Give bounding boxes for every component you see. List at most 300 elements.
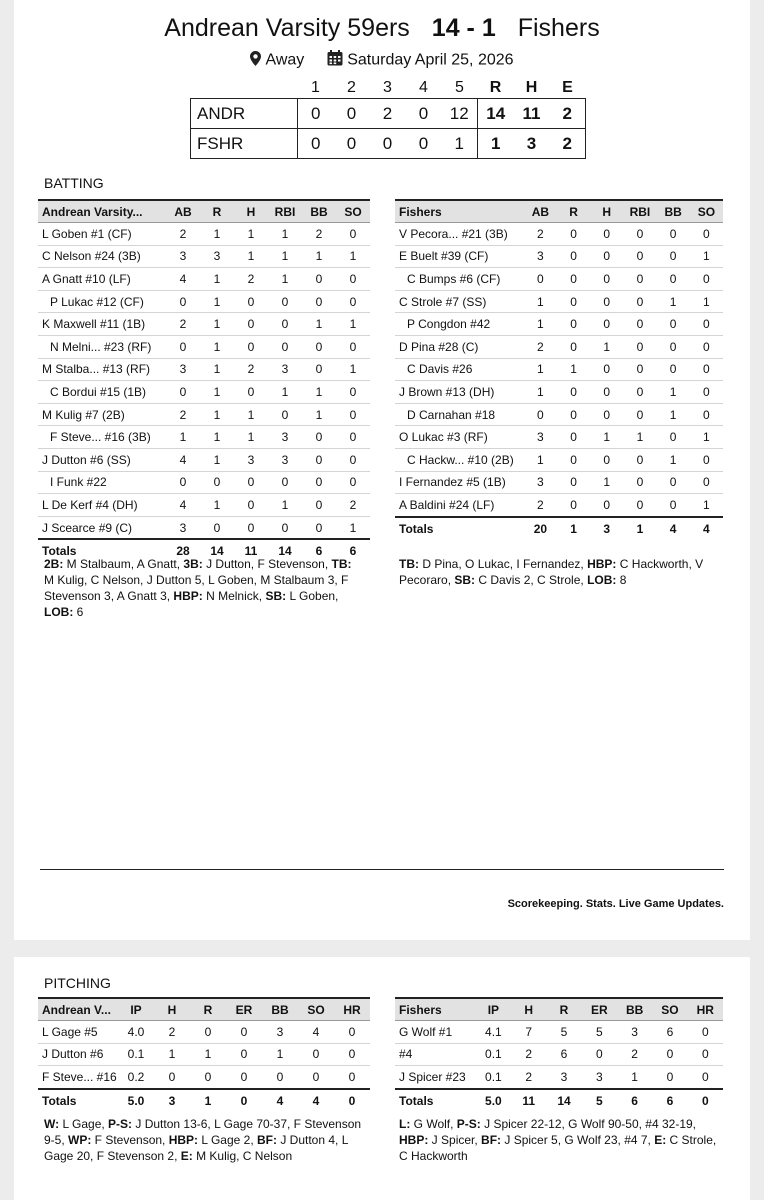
stat-cell: 0 [302,335,336,358]
linescore-table [190,78,586,159]
stat-cell: 0 [657,268,690,291]
stat-cell: 0 [200,471,234,494]
stat-cell: 0 [524,268,557,291]
stat-cell: 1 [336,313,370,336]
stat-cell: 0 [590,494,623,517]
stat-cell: 0 [302,494,336,517]
pitching-notes-away [399,1116,725,1164]
player-row [395,426,723,449]
stat-cell: 0 [590,268,623,291]
stat-cell: 0 [623,268,656,291]
stat-cell: 0 [557,223,590,246]
player-row [395,494,723,517]
totals-cell: 5.0 [118,1089,154,1112]
note-key: LOB: [587,573,617,587]
stat-cell: 3 [166,245,200,268]
stat-cell: 1 [268,381,302,404]
totals-cell: 4 [298,1089,334,1112]
stat-cell: 0 [268,516,302,539]
stat-cell: 0 [166,290,200,313]
stat-cell: 0 [302,516,336,539]
stat-col-header: IP [118,998,154,1021]
stat-cell: 0 [623,381,656,404]
totals-row [38,1089,370,1112]
player-row [38,313,370,336]
stat-cell: 0 [590,403,623,426]
pitching-table-home [38,997,370,1111]
stat-cell: 0 [166,381,200,404]
totals-cell: 11 [511,1089,546,1112]
stat-cell: 1 [590,471,623,494]
player-row [38,1066,370,1089]
note-value: N Melnick, [202,589,266,603]
stat-cell: 0 [234,471,268,494]
stat-cell: 7 [511,1021,546,1044]
stat-col-header: HR [334,998,370,1021]
stat-col-header: AB [166,200,200,223]
note-value: M Stalbaum, A Gnatt, [63,557,184,571]
stat-cell: 2 [617,1043,652,1066]
totals-label: Totals [395,1089,476,1112]
stat-cell: 1 [200,381,234,404]
note-key: W: [44,1117,60,1131]
totals-row [395,1089,723,1112]
stat-cell: 1 [200,494,234,517]
linescore-h: 11 [514,99,550,129]
stat-cell: 0 [688,1021,723,1044]
stat-cell: 1 [302,313,336,336]
player-row [38,245,370,268]
stat-cell: 0 [226,1066,262,1089]
stat-cell: 0 [623,471,656,494]
stat-cell: 0 [557,403,590,426]
stat-cell: 1 [200,403,234,426]
totals-cell: 0 [226,1089,262,1112]
linescore-inning: 0 [298,129,334,159]
stat-cell: 1 [268,494,302,517]
note-key: SB: [454,573,476,587]
stat-cell: 0 [336,223,370,246]
linescore-inning: 0 [406,129,442,159]
stat-cell: 0 [652,1066,687,1089]
player-name: G Wolf #1 [395,1021,476,1044]
stat-cell: 0 [557,245,590,268]
stat-col-header: SO [298,998,334,1021]
stat-cell: 0 [623,245,656,268]
linescore-inning: 12 [442,99,478,129]
stat-cell: 0 [590,290,623,313]
stat-cell: 1 [690,494,723,517]
stat-cell: 1 [234,245,268,268]
linescore-corner [191,78,298,99]
stat-cell: 1 [200,313,234,336]
team-header: Andrean Varsity... [38,200,166,223]
batting-section-label: BATTING [44,175,104,191]
stat-cell: 2 [166,223,200,246]
linescore-r: 14 [478,99,514,129]
stat-cell: 0 [234,516,268,539]
stat-cell: 1 [234,426,268,449]
stat-cell: 0 [690,403,723,426]
stat-col-header: R [546,998,581,1021]
player-name: F Steve... #16 (3B) [38,426,166,449]
stat-cell: 0 [657,471,690,494]
stat-cell: 0 [590,381,623,404]
totals-cell: 1 [557,517,590,540]
totals-cell: 14 [546,1089,581,1112]
stat-cell: 1 [234,403,268,426]
linescore-col-header: 2 [347,79,356,96]
player-row [38,268,370,291]
stat-cell: 0 [226,1021,262,1044]
linescore-inning: 1 [442,129,478,159]
batting-table-home [38,199,370,562]
stat-cell: 1 [657,403,690,426]
stat-cell: 0 [582,1043,617,1066]
linescore-e: 2 [550,99,586,129]
totals-cell: 14 [268,539,302,562]
stat-cell: 0 [226,1043,262,1066]
linescore-r: 1 [478,129,514,159]
stat-cell: 1 [268,245,302,268]
player-row [395,335,723,358]
stat-cell: 1 [524,290,557,313]
stat-cell: 2 [511,1066,546,1089]
stat-cell: 4 [166,268,200,291]
stat-cell: 1 [302,381,336,404]
note-key: WP: [68,1133,92,1147]
stat-cell: 0 [268,290,302,313]
player-name: P Lukac #12 (CF) [38,290,166,313]
totals-cell: 4 [657,517,690,540]
stat-cell: 0 [190,1066,226,1089]
stat-cell: 0 [234,290,268,313]
batting-notes-away [399,556,725,588]
note-key: P-S: [456,1117,481,1131]
totals-cell: 4 [262,1089,298,1112]
stat-cell: 1 [268,268,302,291]
stat-cell: 3 [166,358,200,381]
stat-cell: 3 [524,245,557,268]
player-name: I Funk #22 [38,471,166,494]
stat-cell: 0 [557,381,590,404]
stat-cell: 2 [234,268,268,291]
player-row [395,403,723,426]
totals-cell: 1 [623,517,656,540]
stat-cell: 0 [334,1021,370,1044]
stat-cell: 0 [557,335,590,358]
totals-label: Totals [395,517,524,540]
note-key: HBP: [173,589,203,603]
stat-cell: 0 [657,223,690,246]
stat-col-header: H [511,998,546,1021]
note-key: BF: [481,1133,502,1147]
note-value: L Gage 2, [198,1133,257,1147]
linescore-row [191,99,586,129]
stat-cell: 1 [557,358,590,381]
stat-cell: 1 [524,448,557,471]
stat-col-header: H [234,200,268,223]
stat-cell: 0 [302,448,336,471]
stat-cell: 1 [590,335,623,358]
note-key: TB: [331,557,352,571]
stat-cell: 1 [268,223,302,246]
stat-cell: 1 [200,335,234,358]
stat-cell: 3 [524,471,557,494]
stat-cell: 1 [262,1043,298,1066]
stat-cell: 0.2 [118,1066,154,1089]
stat-cell: 0 [690,335,723,358]
linescore-col-header: 5 [455,79,464,96]
stat-cell: 1 [657,448,690,471]
stat-cell: 4 [298,1021,334,1044]
linescore-inning: 0 [334,99,370,129]
player-name: J Brown #13 (DH) [395,381,524,404]
stat-cell: 1 [524,358,557,381]
stat-col-header: RBI [268,200,302,223]
stat-cell: 2 [511,1043,546,1066]
stat-cell: 0 [154,1066,190,1089]
stat-cell: 0 [334,1043,370,1066]
totals-cell: 5 [582,1089,617,1112]
linescore-e: 2 [550,129,586,159]
game-meta [0,50,764,71]
note-value: 8 [616,573,627,587]
stat-col-header: H [154,998,190,1021]
player-name: E Buelt #39 (CF) [395,245,524,268]
note-key: E: [180,1149,193,1163]
totals-cell: 3 [590,517,623,540]
stat-col-header: R [557,200,590,223]
stat-cell: 0 [298,1043,334,1066]
pitching-table-away [395,997,723,1111]
stat-cell: 0 [688,1066,723,1089]
stat-cell: 0 [657,335,690,358]
stat-cell: 1 [200,223,234,246]
stat-cell: 3 [582,1066,617,1089]
player-name: J Scearce #9 (C) [38,516,166,539]
note-value: 6 [73,605,84,619]
stat-cell: 3 [268,426,302,449]
player-name: I Fernandez #5 (1B) [395,471,524,494]
note-value: J Spicer 22-12, G Wolf 90-50, #4 32-19, [480,1117,697,1131]
stat-cell: 1 [200,290,234,313]
totals-cell: 0 [334,1089,370,1112]
player-row [38,403,370,426]
team-header: Fishers [395,998,476,1021]
location-text: Away [265,51,305,69]
note-value: J Spicer, [428,1133,482,1147]
calendar-icon [327,50,343,71]
stat-cell: 0 [590,448,623,471]
stat-col-header: SO [652,998,687,1021]
linescore-row [191,129,586,159]
player-row [38,1043,370,1066]
note-value: C Strole, C Hackworth [399,1133,717,1163]
stat-cell: 0 [336,448,370,471]
totals-cell: 4 [690,517,723,540]
home-team-name: Andrean Varsity 59ers [164,14,410,42]
stat-cell: 0 [657,358,690,381]
totals-cell: 6 [336,539,370,562]
totals-cell: 6 [302,539,336,562]
stat-cell: 1 [302,403,336,426]
stat-cell: 1 [190,1043,226,1066]
stat-cell: 1 [690,290,723,313]
stat-cell: 1 [524,381,557,404]
totals-cell: 3 [154,1089,190,1112]
stat-col-header: ER [226,998,262,1021]
stat-cell: 1 [200,268,234,291]
pitching-notes-home [44,1116,362,1164]
player-name: L De Kerf #4 (DH) [38,494,166,517]
stat-cell: 0 [690,223,723,246]
stat-cell: 0 [557,471,590,494]
player-row [38,381,370,404]
linescore-col-header: E [562,79,573,96]
note-key: HBP: [587,557,617,571]
stat-cell: 1 [200,426,234,449]
stat-cell: 0 [690,448,723,471]
stat-cell: 2 [166,403,200,426]
totals-label: Totals [38,1089,118,1112]
stat-cell: 2 [154,1021,190,1044]
stat-cell: 0 [690,358,723,381]
player-row [395,381,723,404]
stat-cell: 0 [623,335,656,358]
linescore-team: ANDR [191,99,298,129]
stat-cell: 3 [262,1021,298,1044]
player-row [38,426,370,449]
stat-cell: 0 [557,268,590,291]
stat-cell: 3 [617,1021,652,1044]
player-row [38,471,370,494]
player-row [38,516,370,539]
stat-cell: 0 [336,403,370,426]
stat-cell: 0.1 [476,1043,511,1066]
stat-cell: 0 [234,335,268,358]
stat-cell: 0 [557,494,590,517]
tagline: Scorekeeping. Stats. Live Game Updates. [507,898,724,910]
linescore-h: 3 [514,129,550,159]
stat-cell: 0 [262,1066,298,1089]
stat-cell: 1 [200,448,234,471]
stat-cell: 0 [166,471,200,494]
note-value: C Hackworth, V Pecoraro, [399,557,704,587]
stat-cell: 0 [590,223,623,246]
note-key: 2B: [44,557,64,571]
stat-cell: 6 [546,1043,581,1066]
stat-cell: 0 [336,290,370,313]
player-row [38,448,370,471]
stat-col-header: ER [582,998,617,1021]
stat-cell: 1 [657,290,690,313]
stat-cell: 0 [302,290,336,313]
pitching-header-row [395,998,723,1021]
stat-cell: 0 [336,335,370,358]
note-key: HBP: [168,1133,199,1147]
team-header: Fishers [395,200,524,223]
stat-cell: 0 [298,1066,334,1089]
player-name: P Congdon #42 [395,313,524,336]
stat-cell: 3 [546,1066,581,1089]
stat-cell: 0 [336,471,370,494]
stat-cell: 0 [336,381,370,404]
stat-cell: 0 [234,381,268,404]
stat-col-header: IP [476,998,511,1021]
player-name: D Carnahan #18 [395,403,524,426]
linescore-header-row [191,78,586,99]
stat-cell: 0 [268,471,302,494]
linescore-col-header: 4 [419,79,428,96]
stat-cell: 0 [657,245,690,268]
stat-cell: 0 [623,358,656,381]
stat-cell: 0 [302,358,336,381]
player-name: N Melni... #23 (RF) [38,335,166,358]
player-name: J Dutton #6 [38,1043,118,1066]
stat-cell: 0 [557,448,590,471]
note-value: J Spicer 5, G Wolf 23, #4 7, [501,1133,655,1147]
totals-label: Totals [38,539,166,562]
stat-cell: 0 [690,471,723,494]
note-value: F Stevenson, [91,1133,169,1147]
player-name: C Bumps #6 (CF) [395,268,524,291]
final-score: 14 - 1 [431,14,496,42]
stat-cell: 1 [617,1066,652,1089]
stat-cell: 0 [623,448,656,471]
totals-cell: 6 [617,1089,652,1112]
linescore-col-header: R [489,79,502,96]
player-name: J Dutton #6 (SS) [38,448,166,471]
batting-notes-home [44,556,362,620]
stat-cell: 0 [557,426,590,449]
note-key: E: [654,1133,667,1147]
player-row [38,494,370,517]
stat-cell: 0 [590,245,623,268]
stat-cell: 0 [657,494,690,517]
player-name: C Hackw... #10 (2B) [395,448,524,471]
note-value: M Kulig, C Nelson [192,1149,293,1163]
player-name: C Strole #7 (SS) [395,290,524,313]
note-value: J Dutton 13-6, L Gage 70-37, F Stevenson 9-5, [44,1117,362,1147]
player-name: A Gnatt #10 (LF) [38,268,166,291]
linescore-inning: 0 [406,99,442,129]
stat-cell: 2 [336,494,370,517]
stat-cell: 0 [302,426,336,449]
stat-cell: 0 [690,381,723,404]
stat-col-header: BB [657,200,690,223]
totals-cell: 28 [166,539,200,562]
stat-cell: 4.1 [476,1021,511,1044]
stat-cell: 1 [154,1043,190,1066]
stat-cell: 1 [234,223,268,246]
stat-cell: 0 [334,1066,370,1089]
note-key: 3B: [183,557,203,571]
note-key: TB: [399,557,419,571]
location-pin-icon [250,51,261,71]
stat-cell: 1 [690,245,723,268]
player-name: M Stalba... #13 (RF) [38,358,166,381]
linescore-inning: 0 [334,129,370,159]
stat-cell: 2 [166,313,200,336]
stat-cell: 0.1 [118,1043,154,1066]
stat-cell: 1 [336,358,370,381]
player-name: C Bordui #15 (1B) [38,381,166,404]
linescore-inning: 0 [298,99,334,129]
totals-row [395,517,723,540]
stat-cell: 0 [200,516,234,539]
stat-cell: 2 [524,494,557,517]
